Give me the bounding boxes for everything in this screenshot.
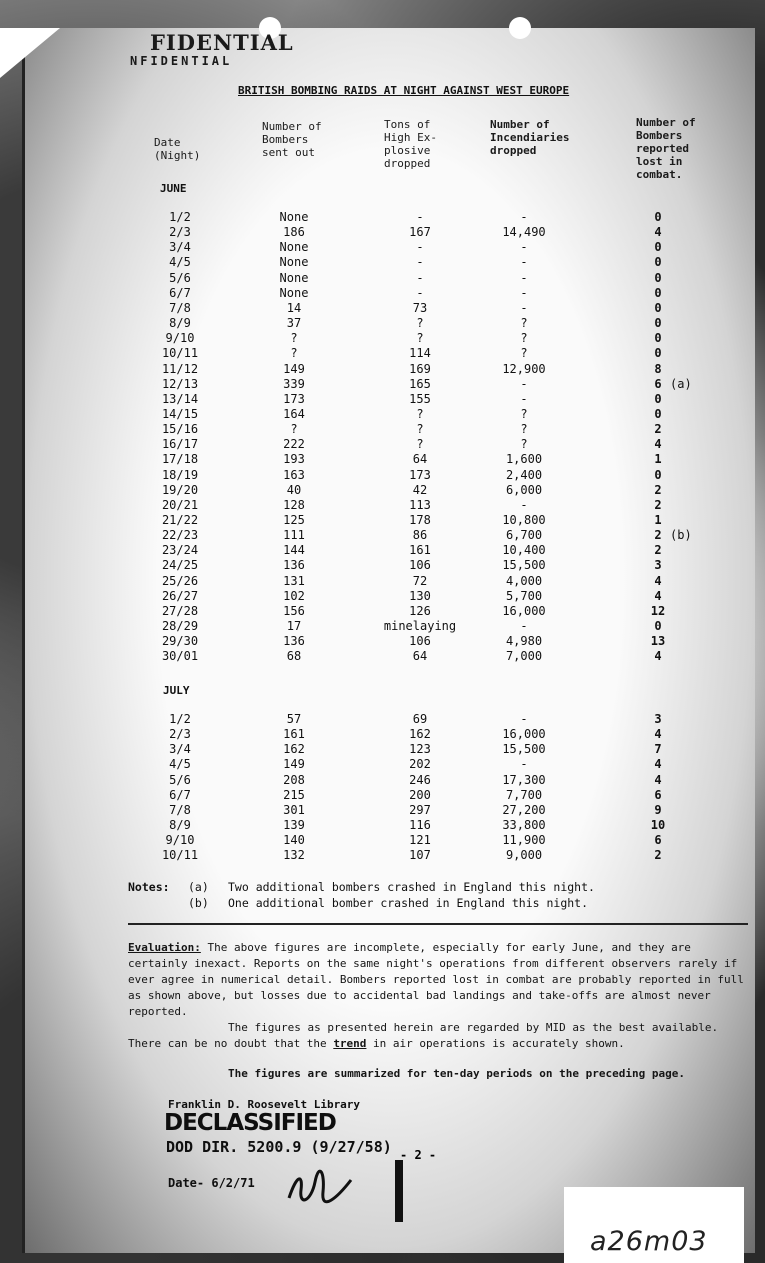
bombers-cell: 222: [283, 437, 305, 452]
incendiaries-cell: -: [520, 391, 528, 406]
incendiaries-cell: -: [520, 376, 528, 391]
lost-cell: 0: [654, 391, 662, 406]
table-row: [0, 346, 765, 361]
evaluation-paragraph-1: [128, 940, 748, 1020]
lost-cell: 2: [654, 848, 662, 863]
incendiaries-cell: -: [520, 285, 528, 300]
lost-cell: 3: [654, 712, 662, 726]
bombers-cell: 68: [286, 649, 302, 664]
tons-cell: 73: [412, 300, 428, 315]
classification-stamp-typed: NFIDENTIAL: [130, 54, 233, 68]
bombers-cell: 156: [283, 603, 305, 618]
date-cell: 4/5: [169, 757, 191, 772]
tons-cell: -: [416, 210, 424, 224]
tons-cell: 113: [409, 497, 431, 512]
date-cell: 20/21: [161, 497, 199, 512]
date-cell: 10/11: [161, 346, 199, 361]
incendiaries-cell: 7,000: [505, 649, 543, 664]
lost-cell: 4: [654, 437, 662, 452]
date-cell: 9/10: [165, 833, 195, 848]
table-row: [0, 604, 765, 619]
bombers-cell: 131: [283, 573, 305, 588]
lost-cell: 4: [654, 649, 662, 664]
table-row: [0, 301, 765, 316]
table-row: [0, 240, 765, 255]
bombers-cell: 14: [286, 300, 302, 315]
incendiaries-cell: 11,900: [502, 833, 546, 848]
table-row: [0, 543, 765, 558]
lost-cell: 1: [654, 513, 662, 527]
note-a-key: (a): [188, 880, 209, 894]
incendiaries-cell: -: [520, 757, 528, 772]
evaluation-text-2a: The figures as presented herein are regarded by MID as the best available. There can be no doubt that the: [128, 1021, 719, 1050]
lost-cell: 1: [654, 452, 662, 467]
lost-cell: 0: [654, 346, 662, 361]
lost-cell: 4: [654, 727, 662, 742]
lost-cell: 0: [654, 285, 662, 300]
bombers-cell: 140: [283, 833, 305, 848]
evaluation-paragraph-3: The figures are summarized for ten-day periods on the preceding page.: [228, 1067, 685, 1080]
bombers-cell: 17: [286, 619, 302, 634]
date-cell: 1/2: [169, 712, 191, 726]
date-cell: 4/5: [169, 255, 191, 270]
bombers-cell: 111: [283, 528, 305, 543]
incendiaries-cell: 14,490: [502, 225, 546, 240]
bombers-cell: 149: [283, 757, 305, 772]
incendiaries-cell: 17,300: [502, 772, 546, 787]
staple-mark: [395, 1160, 403, 1222]
incendiaries-cell: 33,800: [502, 818, 546, 833]
incendiaries-cell: 6,700: [505, 528, 543, 543]
bombers-cell: None: [279, 255, 309, 270]
table-row: [0, 331, 765, 346]
lost-cell: 4: [654, 757, 662, 772]
tons-cell: 200: [409, 787, 431, 802]
evaluation-text-2b: in air operations is accurately shown.: [366, 1037, 625, 1050]
date-cell: 9/10: [165, 331, 195, 346]
column-header-bombers: Number of Bombers sent out: [262, 120, 322, 159]
table-row: [0, 574, 765, 589]
date-cell: 21/22: [161, 513, 199, 527]
incendiaries-cell: 9,000: [505, 848, 543, 863]
date-cell: 6/7: [169, 285, 191, 300]
bombers-cell: ?: [290, 422, 298, 437]
table-row: [0, 589, 765, 604]
incendiaries-cell: ?: [520, 422, 528, 437]
incendiaries-cell: 16,000: [502, 603, 546, 618]
date-cell: 10/11: [161, 848, 199, 863]
lost-cell: 0: [654, 300, 662, 315]
table-row: [0, 848, 765, 863]
lost-cell: 0: [654, 270, 662, 285]
date-cell: 8/9: [169, 316, 191, 331]
incendiaries-cell: ?: [520, 316, 528, 331]
date-cell: 30/01: [161, 649, 199, 664]
tons-cell: ?: [416, 331, 424, 346]
table-row: [0, 392, 765, 407]
table-row: [0, 498, 765, 513]
incendiaries-cell: 15,500: [502, 558, 546, 573]
table-row: [0, 286, 765, 301]
incendiaries-cell: -: [520, 210, 528, 224]
table-row: [0, 712, 765, 727]
table-row: [0, 483, 765, 498]
lost-cell: 7: [654, 742, 662, 757]
column-header-incendiaries: Number of Incendiaries dropped: [490, 118, 570, 157]
date-cell: 7/8: [169, 802, 191, 817]
table-row: [0, 407, 765, 422]
incendiaries-cell: -: [520, 619, 528, 634]
table-row: [0, 225, 765, 240]
table-row: [0, 757, 765, 772]
bombers-cell: 144: [283, 543, 305, 558]
bombers-cell: 173: [283, 391, 305, 406]
lost-cell: 0: [654, 255, 662, 270]
tons-cell: 106: [409, 634, 431, 649]
incendiaries-cell: 12,900: [502, 361, 546, 376]
table-row: [0, 452, 765, 467]
lost-cell: 6: [654, 376, 662, 391]
table-row: [0, 773, 765, 788]
tons-cell: -: [416, 270, 424, 285]
tons-cell: 86: [412, 528, 428, 543]
lost-cell: 4: [654, 573, 662, 588]
footnote-marker: (b): [670, 528, 692, 543]
column-header-lost: Number of Bombers reported lost in combat.: [636, 116, 696, 181]
column-header-tons: Tons of High Ex- plosive dropped: [384, 118, 437, 170]
incendiaries-cell: -: [520, 240, 528, 255]
lost-cell: 12: [650, 603, 666, 618]
date-cell: 22/23: [161, 528, 199, 543]
incendiaries-cell: 7,700: [505, 787, 543, 802]
date-cell: 19/20: [161, 482, 199, 497]
tons-cell: 126: [409, 603, 431, 618]
bombers-cell: 136: [283, 558, 305, 573]
document-title: BRITISH BOMBING RAIDS AT NIGHT AGAINST WEST EUROPE: [238, 84, 570, 97]
incendiaries-cell: -: [520, 255, 528, 270]
incendiaries-cell: -: [520, 270, 528, 285]
evaluation-label: Evaluation:: [128, 941, 201, 954]
table-row: [0, 619, 765, 634]
tons-cell: 297: [409, 802, 431, 817]
bombers-cell: 301: [283, 802, 305, 817]
tons-cell: 162: [409, 727, 431, 742]
bombers-cell: 40: [286, 482, 302, 497]
bombers-cell: 128: [283, 497, 305, 512]
incendiaries-cell: ?: [520, 406, 528, 421]
lost-cell: 0: [654, 240, 662, 255]
lost-cell: 2: [654, 422, 662, 437]
date-cell: 3/4: [169, 240, 191, 255]
table-row: [0, 833, 765, 848]
lost-cell: 0: [654, 467, 662, 482]
tons-cell: 69: [412, 712, 428, 726]
lost-cell: 3: [654, 558, 662, 573]
classification-stamp: FIDENTIAL: [150, 30, 294, 55]
section-july: JULY: [163, 684, 190, 697]
tons-cell: 169: [409, 361, 431, 376]
bombers-cell: 57: [286, 712, 302, 726]
incendiaries-cell: 10,400: [502, 543, 546, 558]
table-row: [0, 788, 765, 803]
date-cell: 14/15: [161, 406, 199, 421]
signature-scribble: [285, 1168, 355, 1204]
lost-cell: 0: [654, 619, 662, 634]
date-cell: 1/2: [169, 210, 191, 224]
lost-cell: 6: [654, 787, 662, 802]
evaluation-text-1: The above figures are incomplete, especially for early June, and they are certainly inexact. Reports on the same night's operations from different observers rarely if ever agree in numerical detail. Bombers reported lost in combat are probably reported in full as shown above, but losses due to accidental bad landings and take-offs are almost never reported.: [128, 941, 744, 1018]
note-b-text: One additional bomber crashed in England this night.: [228, 896, 589, 910]
date-cell: 6/7: [169, 787, 191, 802]
notes-label: Notes:: [128, 880, 170, 894]
table-row: [0, 468, 765, 483]
lost-cell: 9: [654, 802, 662, 817]
tons-cell: -: [416, 285, 424, 300]
table-row: [0, 255, 765, 270]
table-row: [0, 210, 765, 225]
incendiaries-cell: 5,700: [505, 588, 543, 603]
bombers-cell: 139: [283, 818, 305, 833]
date-cell: 23/24: [161, 543, 199, 558]
table-row: [0, 316, 765, 331]
tons-cell: 246: [409, 772, 431, 787]
tons-cell: -: [416, 240, 424, 255]
date-stamp: Date- 6/2/71: [168, 1176, 255, 1190]
table-row: [0, 634, 765, 649]
page-number: - 2 -: [400, 1148, 437, 1162]
incendiaries-cell: 27,200: [502, 802, 546, 817]
lost-cell: 4: [654, 588, 662, 603]
lost-cell: 2: [654, 497, 662, 512]
date-cell: 29/30: [161, 634, 199, 649]
bombers-cell: 163: [283, 467, 305, 482]
column-header-date: Date (Night): [154, 136, 201, 162]
date-cell: 16/17: [161, 437, 199, 452]
bombers-cell: None: [279, 240, 309, 255]
bombers-cell: 162: [283, 742, 305, 757]
lost-cell: 0: [654, 406, 662, 421]
tons-cell: ?: [416, 437, 424, 452]
punch-hole: [509, 17, 531, 39]
date-cell: 2/3: [169, 225, 191, 240]
table-row: [0, 437, 765, 452]
bombers-cell: None: [279, 210, 309, 224]
bombers-cell: 149: [283, 361, 305, 376]
evaluation-trend: trend: [333, 1037, 367, 1050]
incendiaries-cell: -: [520, 712, 528, 726]
lost-cell: 0: [654, 316, 662, 331]
note-a-text: Two additional bombers crashed in England this night.: [228, 880, 595, 894]
date-cell: 5/6: [169, 772, 191, 787]
date-cell: 7/8: [169, 300, 191, 315]
lost-cell: 0: [654, 331, 662, 346]
bombers-cell: 125: [283, 513, 305, 527]
table-row: [0, 422, 765, 437]
table-row: [0, 803, 765, 818]
tons-cell: 155: [409, 391, 431, 406]
date-cell: 5/6: [169, 270, 191, 285]
incendiaries-cell: 15,500: [502, 742, 546, 757]
date-cell: 8/9: [169, 818, 191, 833]
table-row: [0, 727, 765, 742]
tons-cell: 64: [412, 452, 428, 467]
table-row: [0, 558, 765, 573]
date-cell: 27/28: [161, 603, 199, 618]
tons-cell: ?: [416, 406, 424, 421]
bombers-cell: 215: [283, 787, 305, 802]
notes-block: [128, 880, 170, 894]
incendiaries-cell: 10,800: [502, 513, 546, 527]
date-cell: 26/27: [161, 588, 199, 603]
table-row: [0, 362, 765, 377]
lost-cell: 6: [654, 833, 662, 848]
lost-cell: 4: [654, 772, 662, 787]
tons-cell: 64: [412, 649, 428, 664]
date-cell: 2/3: [169, 727, 191, 742]
authority-stamp: DOD DIR. 5200.9 (9/27/58): [166, 1138, 392, 1156]
divider-rule: [128, 923, 748, 925]
note-b-key: (b): [188, 896, 209, 910]
incendiaries-cell: 2,400: [505, 467, 543, 482]
bombers-cell: ?: [290, 331, 298, 346]
section-june: JUNE: [160, 182, 187, 195]
bombers-cell: None: [279, 285, 309, 300]
bombers-cell: 161: [283, 727, 305, 742]
bombers-cell: 37: [286, 316, 302, 331]
incendiaries-cell: -: [520, 300, 528, 315]
tons-cell: 202: [409, 757, 431, 772]
tons-cell: 116: [409, 818, 431, 833]
incendiaries-cell: 1,600: [505, 452, 543, 467]
table-row: [0, 513, 765, 528]
table-row: [0, 818, 765, 833]
tons-cell: minelaying: [383, 619, 457, 634]
lost-cell: 2: [654, 543, 662, 558]
tons-cell: 106: [409, 558, 431, 573]
tons-cell: 72: [412, 573, 428, 588]
table-row: [0, 742, 765, 757]
lost-cell: 2: [654, 528, 662, 543]
date-cell: 28/29: [161, 619, 199, 634]
bombers-cell: None: [279, 270, 309, 285]
lost-cell: 4: [654, 225, 662, 240]
table-row: [0, 271, 765, 286]
date-cell: 11/12: [161, 361, 199, 376]
tons-cell: 123: [409, 742, 431, 757]
incendiaries-cell: -: [520, 497, 528, 512]
incendiaries-cell: ?: [520, 331, 528, 346]
bombers-cell: ?: [290, 346, 298, 361]
tons-cell: 165: [409, 376, 431, 391]
date-cell: 3/4: [169, 742, 191, 757]
bombers-cell: 164: [283, 406, 305, 421]
incendiaries-cell: 4,000: [505, 573, 543, 588]
lost-cell: 0: [654, 210, 662, 224]
date-cell: 18/19: [161, 467, 199, 482]
bombers-cell: 102: [283, 588, 305, 603]
tons-cell: -: [416, 255, 424, 270]
declassified-stamp: DECLASSIFIED: [164, 1110, 336, 1136]
bombers-cell: 136: [283, 634, 305, 649]
tons-cell: ?: [416, 316, 424, 331]
tons-cell: 130: [409, 588, 431, 603]
incendiaries-cell: 6,000: [505, 482, 543, 497]
lost-cell: 8: [654, 361, 662, 376]
bombers-cell: 193: [283, 452, 305, 467]
tons-cell: 42: [412, 482, 428, 497]
incendiaries-cell: 16,000: [502, 727, 546, 742]
bombers-cell: 186: [283, 225, 305, 240]
table-row: [0, 377, 765, 392]
date-cell: 25/26: [161, 573, 199, 588]
library-stamp: Franklin D. Roosevelt Library: [168, 1098, 361, 1111]
lost-cell: 10: [650, 818, 666, 833]
lost-cell: 2: [654, 482, 662, 497]
tons-cell: ?: [416, 422, 424, 437]
tons-cell: 121: [409, 833, 431, 848]
date-cell: 12/13: [161, 376, 199, 391]
evaluation-paragraph-2: [128, 1020, 748, 1052]
date-cell: 15/16: [161, 422, 199, 437]
lost-cell: 13: [650, 634, 666, 649]
incendiaries-cell: ?: [520, 437, 528, 452]
date-cell: 13/14: [161, 391, 199, 406]
date-cell: 24/25: [161, 558, 199, 573]
table-row: [0, 528, 765, 543]
tons-cell: 114: [409, 346, 431, 361]
incendiaries-cell: ?: [520, 346, 528, 361]
bombers-cell: 132: [283, 848, 305, 863]
tons-cell: 167: [409, 225, 431, 240]
bombers-cell: 339: [283, 376, 305, 391]
incendiaries-cell: 4,980: [505, 634, 543, 649]
archive-code: a26m03: [590, 1226, 708, 1257]
table-row: [0, 649, 765, 664]
footnote-marker: (a): [670, 376, 692, 391]
tons-cell: 178: [409, 513, 431, 527]
bombers-cell: 208: [283, 772, 305, 787]
tons-cell: 161: [409, 543, 431, 558]
tons-cell: 173: [409, 467, 431, 482]
date-cell: 17/18: [161, 452, 199, 467]
tons-cell: 107: [409, 848, 431, 863]
